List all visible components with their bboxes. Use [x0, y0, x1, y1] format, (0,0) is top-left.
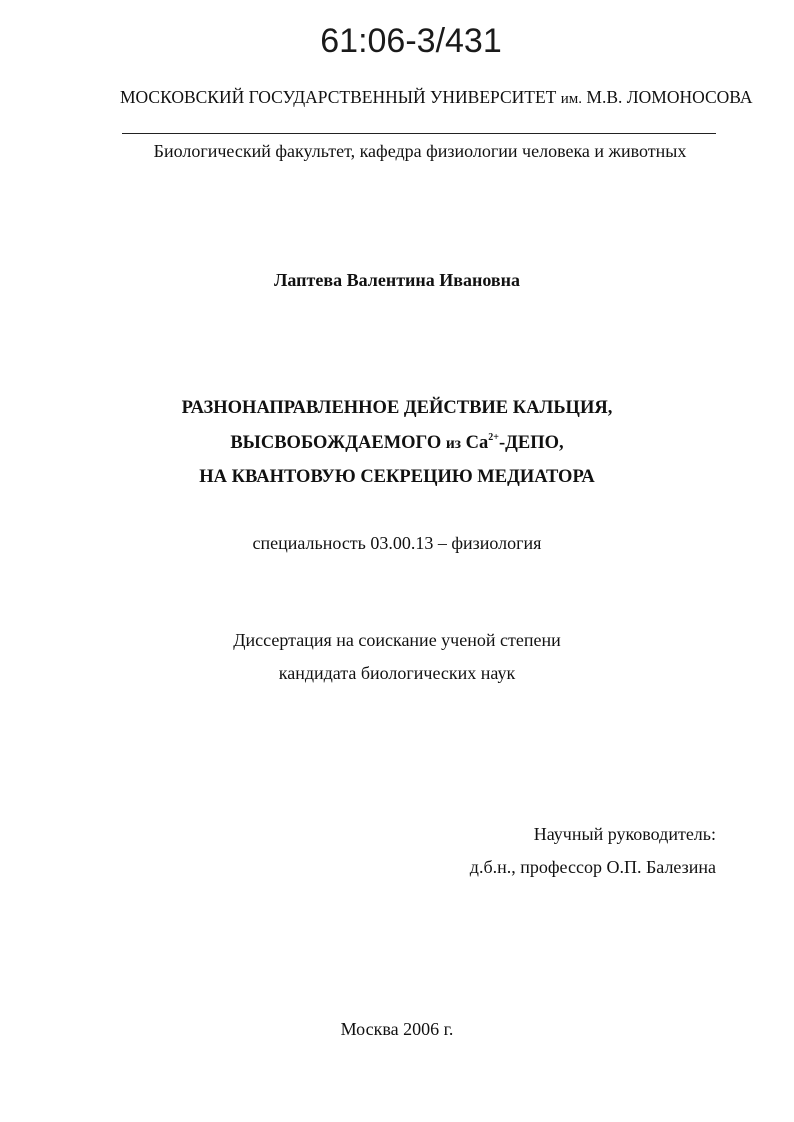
archive-code: 61:06-3/431	[320, 22, 502, 60]
faculty-department: Биологический факультет, кафедра физиологии человека и животных	[153, 141, 687, 161]
university-namesake: М.В. ЛОМОНОСОВА	[586, 87, 753, 107]
title-line-2-start: ВЫСВОБОЖДАЕМОГО	[230, 433, 442, 453]
supervisor-label: Научный руководитель:	[533, 824, 716, 844]
supervisor-name: д.б.н., профессор О.П. Балезина	[469, 857, 716, 877]
title-line-3: НА КВАНТОВУЮ СЕКРЕЦИЮ МЕДИАТОРА	[199, 467, 595, 487]
calcium-charge: 2+	[488, 432, 499, 443]
title-line-1: РАЗНОНАПРАВЛЕННОЕ ДЕЙСТВИЕ КАЛЬЦИЯ,	[181, 398, 613, 418]
calcium-symbol: Ca	[465, 433, 489, 453]
header-divider	[122, 133, 716, 134]
university-prefix: им.	[560, 91, 583, 107]
dissertation-degree-line-1: Диссертация на соискание ученой степени	[233, 630, 561, 650]
university-main: МОСКОВСКИЙ ГОСУДАРСТВЕННЫЙ УНИВЕРСИТЕТ	[120, 87, 557, 107]
city-year: Москва 2006 г.	[340, 1019, 454, 1039]
title-line-2-end: -ДЕПО,	[499, 433, 564, 453]
title-line-2	[0, 433, 794, 454]
title-line-2-from: из	[445, 435, 462, 452]
dissertation-degree-line-2: кандидата биологических наук	[278, 663, 516, 683]
archive-stamp-number	[0, 22, 794, 61]
university-name	[120, 87, 753, 108]
speciality: специальность 03.00.13 – физиология	[252, 533, 542, 553]
author-name: Лаптева Валентина Ивановна	[273, 270, 521, 290]
